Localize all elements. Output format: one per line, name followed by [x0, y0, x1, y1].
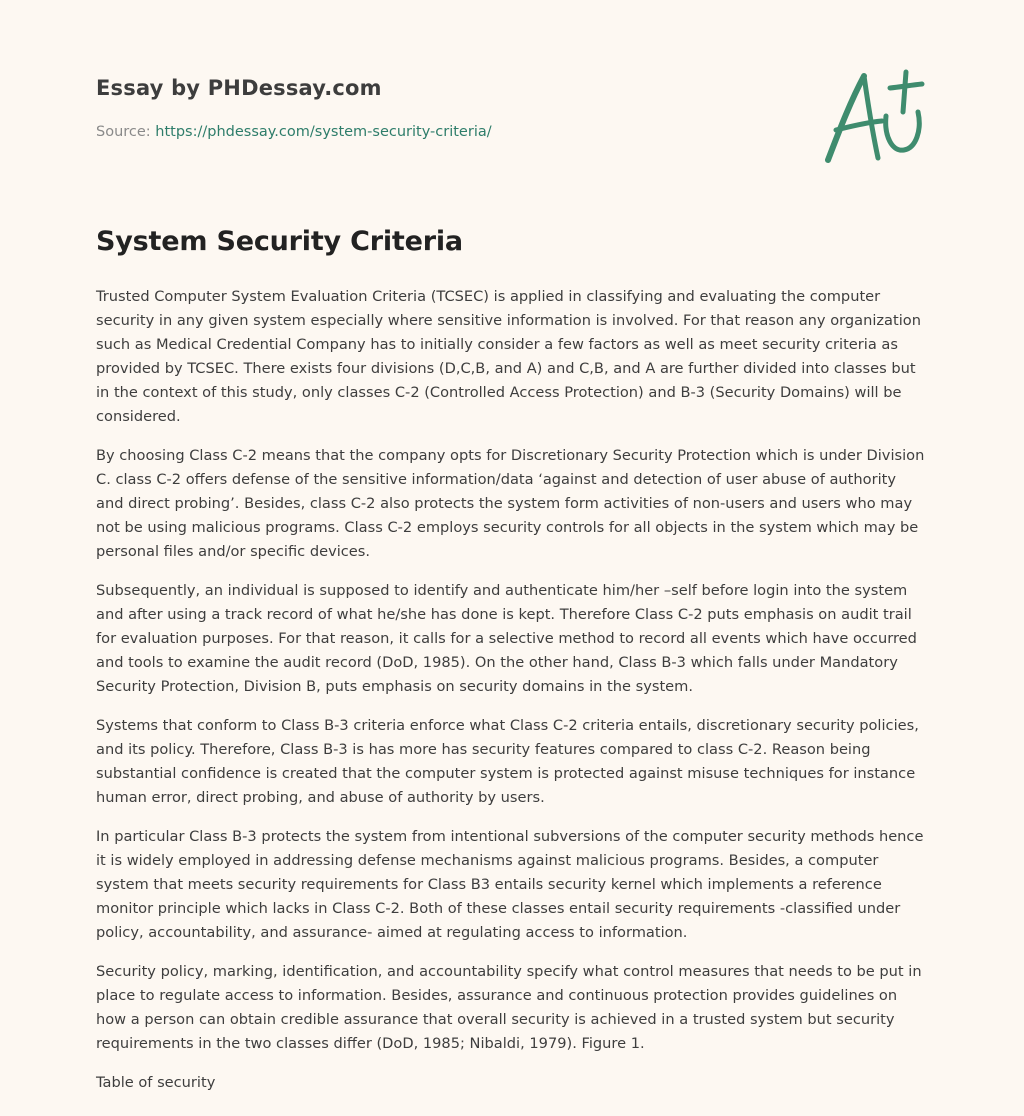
paragraph: Trusted Computer System Evaluation Criteria (TCSEC) is applied in classifying and evaluating the computer security in any given system especially where sensitive information is involved. For that reason any organization such as Medical Credential Company has to initially consider a few factors as well as meet security criteria as provided by TCSEC. There exists four divisions (D,C,B, and A) and C,B, and A are further divided into classes but in the context of this study, only classes C-2 (Controlled Access Protection) and B-3 (Security Domains) will be considered.: [96, 288, 921, 425]
source-link[interactable]: https://phdessay.com/system-security-criteria/: [155, 124, 492, 140]
paragraph: In particular Class B-3 protects the system from intentional subversions of the computer security methods hence it is widely employed in addressing defense mechanisms against malicious programs. Besides, a computer system that meets security requirements for Class B3 entails security kernel which implements a reference monitor principle which lacks in Class C-2. Both of these classes entail security requirements -classified under policy, accountability, and assurance- aimed at regulating access to information.: [96, 828, 924, 941]
paragraph: Table of security: [96, 1074, 216, 1091]
a-plus-logo-icon: [818, 64, 930, 168]
paragraph: Systems that conform to Class B-3 criteria enforce what Class C-2 criteria entails, discretionary security policies, and its policy. Therefore, Class B-3 is has more has security features compared to class C-2. Reason being substantial confidence is created that the computer system is protected against misuse techniques for instance human error, direct probing, and abuse of authority by users.: [96, 717, 919, 806]
paragraph: Subsequently, an individual is supposed to identify and authenticate him/her –self before login into the system and after using a track record of what he/she has done is kept. Therefore Class C-2 puts emphasis on audit trail for evaluation purposes. For that reason, it calls for a selective method to record all events which have occurred and tools to examine the audit record (DoD, 1985). On the other hand, Class B-3 which falls under Mandatory Security Protection, Division B, puts emphasis on security domains in the system.: [96, 582, 917, 695]
site-brand: Essay by PHDessay.com: [96, 76, 382, 100]
source-label: Source:: [96, 124, 156, 140]
paragraph: Security policy, marking, identification, and accountability specify what control measures that needs to be put in place to regulate access to information. Besides, assurance and continuous protection provides guidelines on how a person can obtain credible assurance that overall security is achieved in a trusted system but security requirements in the two classes differ (DoD, 1985; Nibaldi, 1979). Figure 1.: [96, 963, 922, 1052]
document-body: [96, 285, 928, 1110]
document-title: System Security Criteria: [96, 226, 463, 257]
paragraph: By choosing Class C-2 means that the company opts for Discretionary Security Protection which is under Division C. class C-2 offers defense of the sensitive information/data ‘against and detection of user abuse of authority and direct probing’. Besides, class C-2 also protects the system form activities of non-users and users who may not be using malicious programs. Class C-2 employs security controls for all objects in the system which may be personal files and/or specific devices.: [96, 447, 925, 560]
source-line: [96, 124, 492, 140]
